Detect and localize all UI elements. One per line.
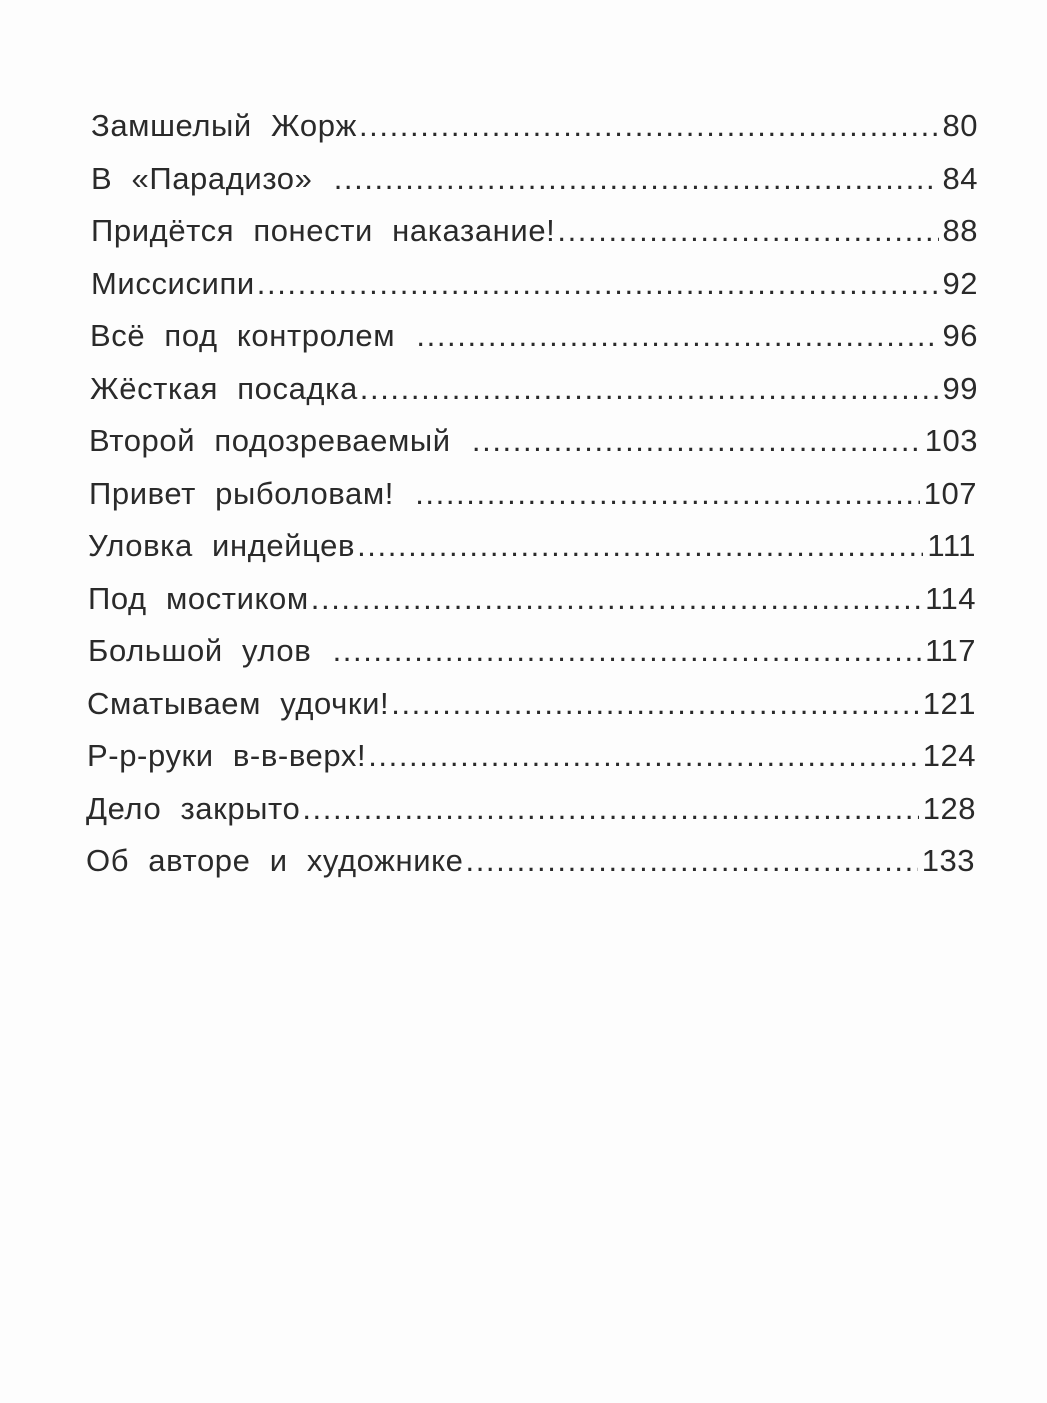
toc-entry-page: 92 xyxy=(942,266,978,301)
toc-dot-leader xyxy=(311,573,921,625)
toc-entry xyxy=(87,678,976,730)
toc-entry-title: Миссисипи xyxy=(91,266,255,301)
toc-entry-page: 133 xyxy=(921,843,975,878)
toc-dot-leader xyxy=(334,153,939,205)
toc-entry-page: 121 xyxy=(922,686,976,721)
toc-entry-title: Замшелый Жорж xyxy=(91,108,357,143)
toc-dot-leader xyxy=(359,100,939,152)
toc-dot-leader xyxy=(466,835,918,887)
toc-entry xyxy=(91,205,978,257)
toc-entry-title: Большой улов xyxy=(88,633,331,668)
toc-entry xyxy=(90,310,978,362)
toc-entry-page: 117 xyxy=(925,633,976,668)
toc-entry-page: 88 xyxy=(942,213,978,248)
toc-entry xyxy=(86,835,975,887)
toc-entry xyxy=(91,100,978,152)
toc-entry xyxy=(88,520,976,572)
toc-entry-title: Второй подозреваемый xyxy=(89,423,470,458)
toc-entry-title: Уловка индейцев xyxy=(88,528,356,563)
toc-entry-page: 96 xyxy=(942,318,978,353)
toc-entry-page: 111 xyxy=(927,528,976,563)
toc-entry-title: Всё под контролем xyxy=(90,318,415,353)
toc-dot-leader xyxy=(360,363,939,415)
toc-entry xyxy=(90,363,978,415)
toc-entry-page: 114 xyxy=(925,581,976,616)
toc-entry-title: Об авторе и художнике xyxy=(86,843,464,878)
toc-entry-page: 99 xyxy=(942,371,978,406)
toc-dot-leader xyxy=(415,468,920,520)
toc-entry xyxy=(88,625,976,677)
toc-entry-page: 84 xyxy=(942,161,978,196)
toc-dot-leader xyxy=(257,258,939,310)
toc-entry xyxy=(91,153,978,205)
toc-dot-leader xyxy=(391,678,919,730)
toc-entry-page: 128 xyxy=(922,791,976,826)
toc-entry-page: 103 xyxy=(924,423,978,458)
toc-entry-title: Привет рыболовам! xyxy=(89,476,414,511)
toc-entry xyxy=(88,573,976,625)
toc-entry-title: В «Парадизо» xyxy=(91,161,332,196)
toc-entry xyxy=(87,730,976,782)
toc-dot-leader xyxy=(302,783,918,835)
toc-entry xyxy=(89,415,978,467)
toc-dot-leader xyxy=(557,205,938,257)
toc-entry-page: 80 xyxy=(942,108,978,143)
toc-entry xyxy=(91,258,978,310)
toc-entry-title: Сматываем удочки! xyxy=(87,686,390,721)
toc-entry-title: Жёсткая посадка xyxy=(90,371,358,406)
toc-dot-leader xyxy=(333,625,922,677)
toc-entry-page: 107 xyxy=(923,476,977,511)
toc-dot-leader xyxy=(416,310,938,362)
toc-dot-leader xyxy=(472,415,921,467)
toc-entry-title: Под мостиком xyxy=(88,581,309,616)
toc-entry xyxy=(86,783,976,835)
toc-entry-page: 124 xyxy=(922,738,976,773)
toc-entry xyxy=(89,468,977,520)
toc-entry-title: Придётся понести наказание! xyxy=(91,213,556,248)
toc-entry-title: Дело закрыто xyxy=(86,791,301,826)
toc-dot-leader xyxy=(368,730,919,782)
toc-dot-leader xyxy=(357,520,923,572)
toc-entry-title: Р-р-руки в-в-верх! xyxy=(87,738,367,773)
